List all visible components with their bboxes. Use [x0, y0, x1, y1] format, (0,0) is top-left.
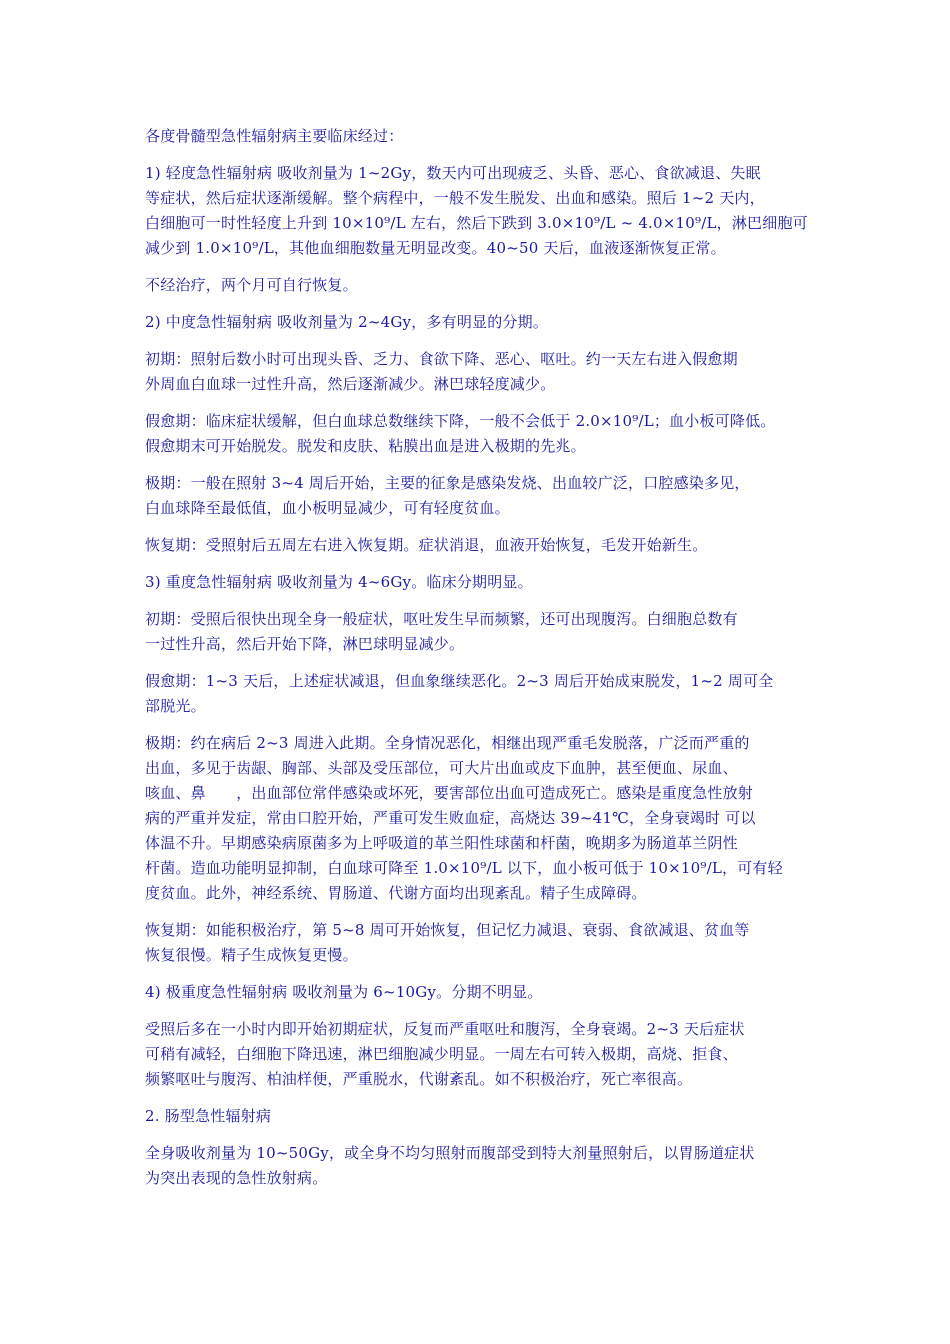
- text-line: 2. 肠型急性辐射病: [145, 1107, 272, 1125]
- text-line: 全身吸收剂量为 10~50Gy，或全身不均匀照射而腹部受到特大剂量照射后，以胃肠道症状: [145, 1144, 755, 1162]
- text-line: 部脱光。: [145, 697, 206, 715]
- text-line: 体温不升。早期感染病原菌多为上呼吸道的革兰阳性球菌和杆菌，晚期多为肠道革兰阴性: [145, 834, 738, 852]
- text-line: 白血球降至最低值，血小板明显减少，可有轻度贫血。: [145, 499, 510, 517]
- text-line: 出血，多见于齿龈、胸部、头部及受压部位，可大片出血或皮下血肿，甚至便血、尿血、: [145, 759, 738, 777]
- paragraph: [145, 409, 825, 459]
- text-line: 假愈期：1~3 天后，上述症状减退，但血象继续恶化。2~3 周后开始成束脱发，1~2 周可全: [145, 672, 774, 690]
- paragraph: [145, 310, 825, 335]
- text-line: 杆菌。造血功能明显抑制，白血球可降至 1.0×10⁹/L 以下，血小板可低于 10×10⁹/L，可有轻: [145, 859, 783, 877]
- text-line: 1) 轻度急性辐射病 吸收剂量为 1~2Gy，数天内可出现疲乏、头昏、恶心、食欲减退、失眠: [145, 164, 761, 182]
- paragraph: [145, 1141, 825, 1191]
- paragraph: [145, 731, 825, 906]
- text-line: 外周血白血球一过性升高，然后逐渐减少。淋巴球轻度减少。: [145, 375, 556, 393]
- paragraph: [145, 273, 825, 298]
- paragraph: [145, 669, 825, 719]
- paragraph: [145, 607, 825, 657]
- text-line: 不经治疗，两个月可自行恢复。: [145, 276, 358, 294]
- text-line: 受照后多在一小时内即开始初期症状，反复而严重呕吐和腹泻，全身衰竭。2~3 天后症状: [145, 1020, 745, 1038]
- text-line: 病的严重并发症，常由口腔开始，严重可发生败血症，高烧达 39~41℃，全身衰竭时 可以: [145, 809, 756, 827]
- paragraph: [145, 347, 825, 397]
- paragraph: [145, 980, 825, 1005]
- paragraph: [145, 471, 825, 521]
- text-line: 恢复很慢。精子生成恢复更慢。: [145, 946, 358, 964]
- text-line: 极期：约在病后 2~3 周进入此期。全身情况恶化，相继出现严重毛发脱落，广泛而严重的: [145, 734, 750, 752]
- paragraph: [145, 1104, 825, 1129]
- text-line: 频繁呕吐与腹泻、柏油样便，严重脱水，代谢紊乱。如不积极治疗，死亡率很高。: [145, 1070, 693, 1088]
- text-line: 白细胞可一时性轻度上升到 10×10⁹/L 左右，然后下跌到 3.0×10⁹/L ~ 4.0×10⁹/L，淋巴细胞可: [145, 214, 808, 232]
- text-line: 一过性升高，然后开始下降，淋巴球明显减少。: [145, 635, 465, 653]
- text-line: 假愈期：临床症状缓解，但白血球总数继续下降，一般不会低于 2.0×10⁹/L；血小板可降低。: [145, 412, 776, 430]
- paragraph: [145, 570, 825, 595]
- text-line: 为突出表现的急性放射病。: [145, 1169, 328, 1187]
- document-body: [145, 124, 825, 1203]
- text-line: 减少到 1.0×10⁹/L，其他血细胞数量无明显改变。40~50 天后，血液逐渐恢复正常。: [145, 239, 726, 257]
- text-line: 恢复期：受照射后五周左右进入恢复期。症状消退，血液开始恢复，毛发开始新生。: [145, 536, 708, 554]
- paragraph: [145, 533, 825, 558]
- text-line: 极期：一般在照射 3~4 周后开始，主要的征象是感染发烧、出血较广泛，口腔感染多见，: [145, 474, 750, 492]
- text-line: 咳血、鼻 ，出血部位常伴感染或坏死，要害部位出血可造成死亡。感染是重度急性放射: [145, 784, 754, 802]
- text-line: 4) 极重度急性辐射病 吸收剂量为 6~10Gy。分期不明显。: [145, 983, 543, 1001]
- paragraph: [145, 918, 825, 968]
- paragraph: [145, 1017, 825, 1092]
- text-line: 恢复期：如能积极治疗，第 5~8 周可开始恢复，但记忆力减退、衰弱、食欲减退、贫血等: [145, 921, 750, 939]
- text-line: 假愈期末可开始脱发。脱发和皮肤、粘膜出血是进入极期的先兆。: [145, 437, 586, 455]
- text-line: 初期：受照后很快出现全身一般症状，呕吐发生早而频繁，还可出现腹泻。白细胞总数有: [145, 610, 738, 628]
- text-line: 各度骨髓型急性辐射病主要临床经过：: [145, 127, 404, 145]
- paragraph: [145, 124, 825, 149]
- text-line: 3) 重度急性辐射病 吸收剂量为 4~6Gy。临床分期明显。: [145, 573, 533, 591]
- text-line: 等症状，然后症状逐渐缓解。整个病程中，一般不发生脱发、出血和感染。照后 1~2 天内，: [145, 189, 765, 207]
- text-line: 初期：照射后数小时可出现头昏、乏力、食欲下降、恶心、呕吐。约一天左右进入假愈期: [145, 350, 738, 368]
- text-line: 2) 中度急性辐射病 吸收剂量为 2~4Gy，多有明显的分期。: [145, 313, 549, 331]
- paragraph: [145, 161, 825, 261]
- text-line: 可稍有减轻，白细胞下降迅速，淋巴细胞减少明显。一周左右可转入极期，高烧、拒食、: [145, 1045, 738, 1063]
- text-line: 度贫血。此外，神经系统、胃肠道、代谢方面均出现紊乱。精子生成障碍。: [145, 884, 647, 902]
